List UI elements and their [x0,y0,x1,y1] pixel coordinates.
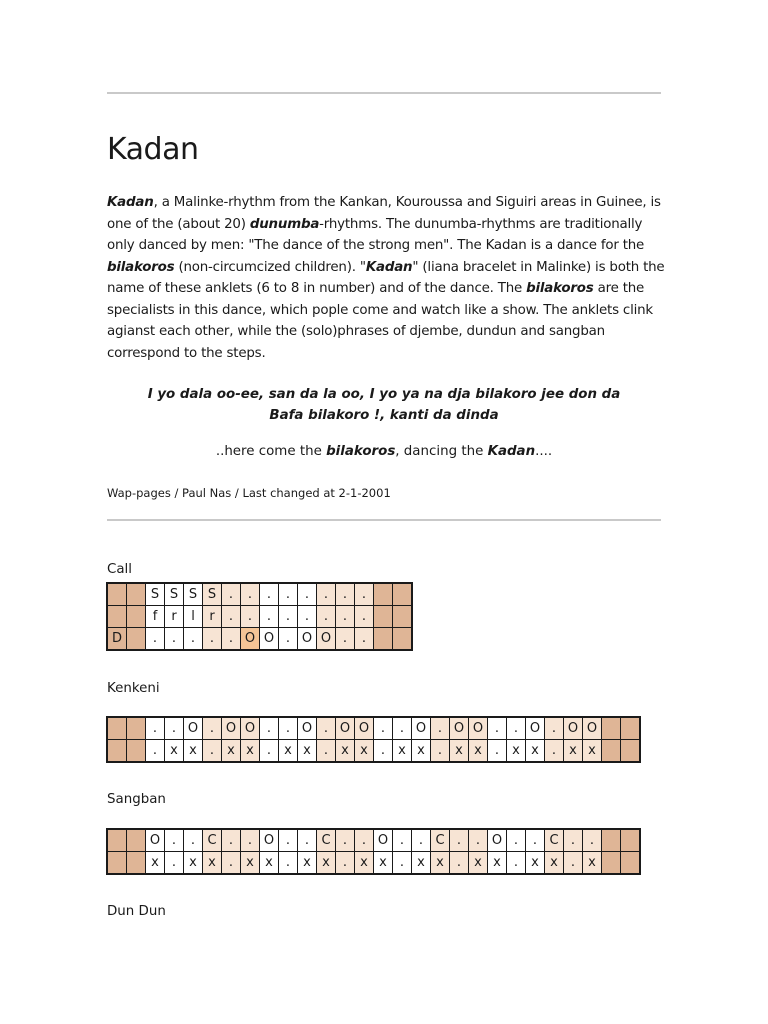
grid-cell: x [431,852,450,875]
grid-cell: . [260,740,279,763]
grid-cell: . [317,606,336,628]
grid-cell: O [260,829,279,852]
grid-cell: O [374,829,393,852]
grid-cell: . [355,829,374,852]
grid-cell: x [526,740,545,763]
grid-cell: x [412,852,431,875]
grid-cell: O [564,717,583,740]
grid-cell [621,852,641,875]
grid-cell: . [450,829,469,852]
grid-cell: r [203,606,222,628]
grid-cell: x [412,740,431,763]
intro-bilakoros-term: bilakoros [107,259,175,275]
grid-cell: . [222,606,241,628]
grid-cell: . [431,740,450,763]
grid-cell: O [260,628,279,651]
call-pattern-grid [106,582,413,651]
grid-cell: x [222,740,241,763]
grid-cell: x [469,740,488,763]
grid-cell: C [431,829,450,852]
sangban-pattern-grid [106,828,641,875]
grid-cell: . [222,829,241,852]
grid-cell: C [203,829,222,852]
grid-cell [602,829,621,852]
grid-cell: O [298,717,317,740]
grid-cell [621,740,641,763]
grid-cell: . [412,829,431,852]
grid-cell: . [507,852,526,875]
grid-cell [393,606,413,628]
grid-cell: x [336,740,355,763]
grid-cell: S [146,583,165,606]
grid-cell: . [260,717,279,740]
grid-cell: C [545,829,564,852]
grid-cell [374,628,393,651]
grid-cell: O [355,717,374,740]
grid-cell: . [374,740,393,763]
grid-cell: x [450,740,469,763]
grid-cell [107,717,127,740]
grid-cell: O [450,717,469,740]
grid-cell: . [374,717,393,740]
grid-cell: . [222,583,241,606]
footer-credits: Wap-pages / Paul Nas / Last changed at 2-1-2001 [107,486,391,500]
grid-cell: . [450,852,469,875]
mid-divider [107,519,661,521]
grid-cell: . [279,717,298,740]
grid-cell: . [564,829,583,852]
grid-cell: x [393,740,412,763]
grid-cell: . [336,852,355,875]
call-label: Call [107,562,132,577]
grid-cell: x [165,740,184,763]
grid-cell: . [203,717,222,740]
grid-cell: . [165,628,184,651]
grid-cell: O [317,628,336,651]
grid-cell: O [241,717,260,740]
grid-cell: x [279,740,298,763]
intro-text: (non-circumcized children). " [174,259,366,275]
grid-cell [127,628,146,651]
grid-cell: . [545,740,564,763]
grid-cell: . [317,717,336,740]
grid-cell: x [241,852,260,875]
grid-cell: x [146,852,165,875]
grid-cell: . [393,852,412,875]
grid-cell: . [260,583,279,606]
kenkeni-pattern-grid [106,716,641,763]
intro-text: are the specialists in this dance, which pople come and watch like a show. The anklets clink agianst each other, while the (solo)phrases of djembe, dundun and sangban correspond to the steps. [107,281,653,361]
here-come-text: .... [535,444,553,459]
here-come-text: ..here come the [215,444,327,459]
grid-cell: . [146,628,165,651]
grid-cell: x [488,852,507,875]
kenkeni-row [107,740,640,763]
here-come-kadan: Kadan [487,444,536,459]
grid-cell: . [241,829,260,852]
grid-cell: . [222,852,241,875]
grid-cell: O [583,717,602,740]
grid-cell: . [488,717,507,740]
kenkeni-label: Kenkeni [107,681,160,696]
grid-cell: x [241,740,260,763]
grid-cell: O [146,829,165,852]
call-row [107,583,412,606]
grid-cell: . [279,829,298,852]
grid-cell: . [336,583,355,606]
grid-cell: x [374,852,393,875]
grid-cell: . [431,717,450,740]
grid-cell: x [298,852,317,875]
grid-cell: x [583,740,602,763]
here-come-text: , dancing the [395,444,488,459]
grid-cell: . [393,829,412,852]
intro-kadan-term: Kadan [107,195,154,210]
grid-cell [374,583,393,606]
grid-cell: O [336,717,355,740]
grid-cell: O [184,717,203,740]
grid-cell: S [165,583,184,606]
grid-cell: x [507,740,526,763]
grid-cell: . [165,717,184,740]
intro-text: , a Malinke-rhythm from the Kankan, Kouroussa and Siguiri areas in Guinee, is one of the (about 20) [107,195,661,232]
grid-cell: . [545,717,564,740]
grid-cell: . [507,829,526,852]
grid-cell [602,852,621,875]
grid-cell: . [469,829,488,852]
grid-cell: x [260,852,279,875]
grid-cell: . [336,628,355,651]
grid-cell [107,740,127,763]
grid-cell: x [298,740,317,763]
intro-dunumba-term: dunumba [249,216,320,232]
page-title: Kadan [107,132,199,167]
grid-cell: . [317,740,336,763]
kenkeni-row [107,717,640,740]
grid-cell [393,628,413,651]
grid-cell: C [317,829,336,852]
grid-cell: x [355,852,374,875]
grid-cell: . [279,628,298,651]
grid-cell: . [279,606,298,628]
top-divider [107,92,661,94]
grid-cell [621,717,641,740]
grid-cell: . [355,583,374,606]
grid-cell: . [165,829,184,852]
song-line-2: Bafa bilakoro !, kanti da dinda [269,408,499,423]
call-row [107,628,412,651]
grid-cell: . [260,606,279,628]
grid-cell [621,829,641,852]
intro-text: -rhythms. The dunumba-rhythms are traditionally only danced by men: "The dance of the strong men". The Kadan is a dance for the [107,216,645,253]
grid-cell: . [355,628,374,651]
grid-cell: x [583,852,602,875]
song-line-1: I yo dala oo-ee, san da la oo, I yo ya na dja bilakoro jee don da [147,387,621,402]
grid-cell [127,740,146,763]
grid-cell [127,829,146,852]
grid-cell: O [241,628,260,651]
sangban-row [107,829,640,852]
dundun-label: Dun Dun [107,904,166,919]
grid-cell: O [222,717,241,740]
grid-cell: . [336,606,355,628]
grid-cell: . [279,583,298,606]
grid-cell: D [107,628,127,651]
grid-cell: . [184,829,203,852]
grid-cell: . [241,606,260,628]
intro-kadan-term: Kadan [365,259,413,275]
grid-cell: O [412,717,431,740]
grid-cell: . [241,583,260,606]
grid-cell: . [393,717,412,740]
grid-cell: r [165,606,184,628]
grid-cell: . [583,829,602,852]
grid-cell: x [317,852,336,875]
grid-cell [107,606,127,628]
grid-cell [107,852,127,875]
grid-cell [127,606,146,628]
grid-cell: . [336,829,355,852]
intro-paragraph [107,192,667,364]
grid-cell: x [545,852,564,875]
grid-cell: . [203,628,222,651]
grid-cell: x [564,740,583,763]
grid-cell: x [526,852,545,875]
grid-cell: . [203,740,222,763]
grid-cell: l [184,606,203,628]
grid-cell [374,606,393,628]
sangban-label: Sangban [107,792,166,807]
grid-cell: O [526,717,545,740]
grid-cell: O [488,829,507,852]
grid-cell: O [298,628,317,651]
grid-cell: . [146,717,165,740]
call-row [107,606,412,628]
intro-bilakoros-term: bilakoros [526,281,594,296]
intro-text: " (liana bracelet in Malinke) is both the name of these anklets (6 to 8 in number) and of the dance. The [107,259,665,296]
grid-cell: . [488,740,507,763]
grid-cell: O [469,717,488,740]
grid-cell: . [222,628,241,651]
grid-cell: x [203,852,222,875]
grid-cell: x [184,740,203,763]
grid-cell: S [184,583,203,606]
grid-cell [107,829,127,852]
grid-cell: x [355,740,374,763]
sangban-row [107,852,640,875]
grid-cell [127,717,146,740]
grid-cell: S [203,583,222,606]
grid-cell: . [146,740,165,763]
grid-cell [127,852,146,875]
grid-cell: . [355,606,374,628]
grid-cell [602,717,621,740]
grid-cell [127,583,146,606]
grid-cell: f [146,606,165,628]
here-come-bilakoros: bilakoros [326,444,396,459]
grid-cell [393,583,413,606]
grid-cell: . [279,852,298,875]
grid-cell: . [507,717,526,740]
grid-cell: . [526,829,545,852]
grid-cell: . [298,606,317,628]
grid-cell: . [317,583,336,606]
grid-cell: . [298,829,317,852]
grid-cell: . [298,583,317,606]
grid-cell: . [184,628,203,651]
grid-cell [602,740,621,763]
here-come-line [107,444,661,459]
grid-cell: x [469,852,488,875]
grid-cell [107,583,127,606]
grid-cell: . [165,852,184,875]
grid-cell: . [564,852,583,875]
grid-cell: x [184,852,203,875]
